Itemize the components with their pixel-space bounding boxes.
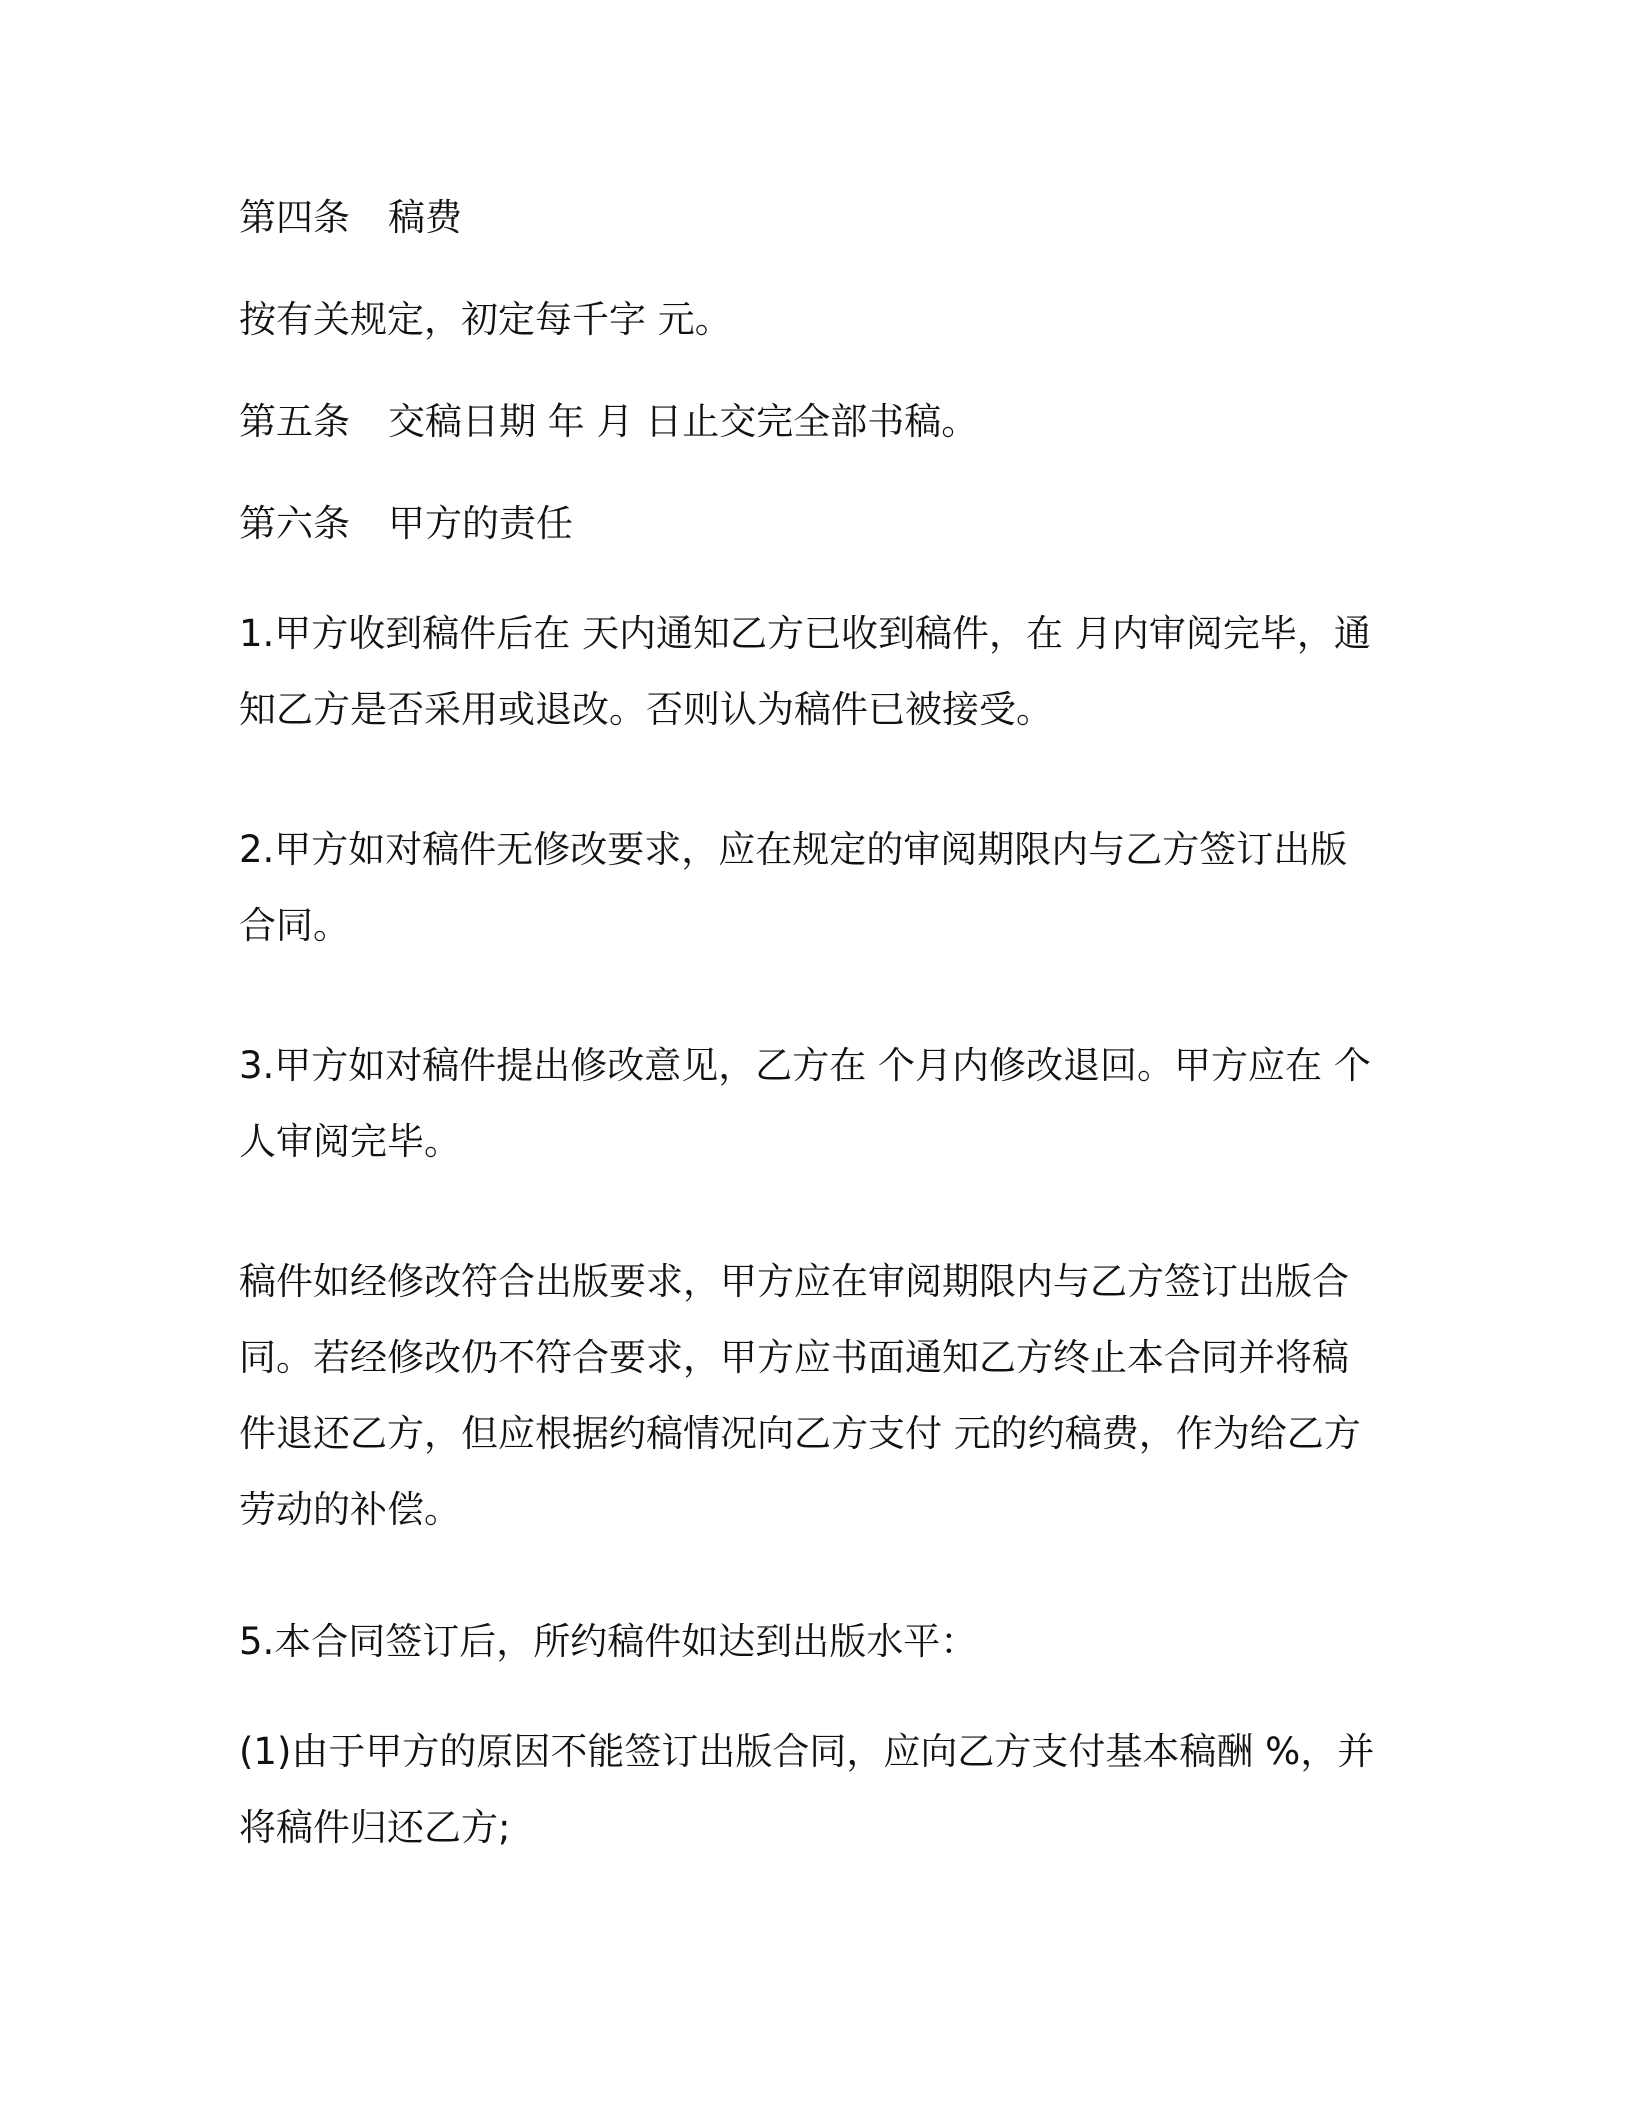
article-5-heading bbox=[239, 392, 1379, 452]
article-4-heading bbox=[239, 188, 1379, 248]
item-5-line: 5.本合同签订后，所约稿件如达到出版水平： bbox=[239, 1620, 978, 1663]
article-4-text-line: 按有关规定，初定每千字 元。 bbox=[239, 298, 732, 341]
item-5-1-line-1: (1)由于甲方的原因不能签订出版合同，应向乙方支付基本稿酬 %，并 bbox=[239, 1730, 1375, 1773]
article-6-title: 甲方的责任 bbox=[388, 502, 573, 545]
article-4-text bbox=[239, 290, 1379, 350]
item-2-line-2: 合同。 bbox=[239, 904, 350, 947]
item-4-line-1: 稿件如经修改符合出版要求，甲方应在审阅期限内与乙方签订出版合 bbox=[239, 1260, 1349, 1303]
item-1-paragraph bbox=[239, 596, 1379, 748]
article-5-number: 第五条 bbox=[239, 400, 350, 443]
item-5-1-paragraph bbox=[239, 1714, 1379, 1866]
item-4-paragraph bbox=[239, 1244, 1379, 1548]
item-5-paragraph bbox=[239, 1612, 1379, 1672]
item-5-1-line-2: 将稿件归还乙方; bbox=[239, 1806, 511, 1849]
item-3-paragraph bbox=[239, 1028, 1379, 1180]
article-5-title: 交稿日期 年 月 日止交完全部书稿。 bbox=[388, 400, 979, 443]
article-4-title: 稿费 bbox=[388, 196, 462, 239]
article-6-heading bbox=[239, 494, 1379, 554]
item-3-line-1: 3.甲方如对稿件提出修改意见，乙方在 个月内修改退回。甲方应在 个 bbox=[239, 1044, 1371, 1087]
item-1-line-2: 知乙方是否采用或退改。否则认为稿件已被接受。 bbox=[239, 688, 1053, 731]
item-4-line-4: 劳动的补偿。 bbox=[239, 1488, 461, 1531]
article-4-number: 第四条 bbox=[239, 196, 350, 239]
item-4-line-3: 件退还乙方，但应根据约稿情况向乙方支付 元的约稿费，作为给乙方 bbox=[239, 1412, 1361, 1455]
item-2-paragraph bbox=[239, 812, 1379, 964]
article-6-number: 第六条 bbox=[239, 502, 350, 545]
document-body bbox=[239, 188, 1379, 1930]
item-4-line-2: 同。若经修改仍不符合要求，甲方应书面通知乙方终止本合同并将稿 bbox=[239, 1336, 1349, 1379]
item-3-line-2: 人审阅完毕。 bbox=[239, 1120, 461, 1163]
item-2-line-1: 2.甲方如对稿件无修改要求，应在规定的审阅期限内与乙方签订出版 bbox=[239, 828, 1348, 871]
item-1-line-1: 1.甲方收到稿件后在 天内通知乙方已收到稿件，在 月内审阅完毕，通 bbox=[239, 612, 1371, 655]
